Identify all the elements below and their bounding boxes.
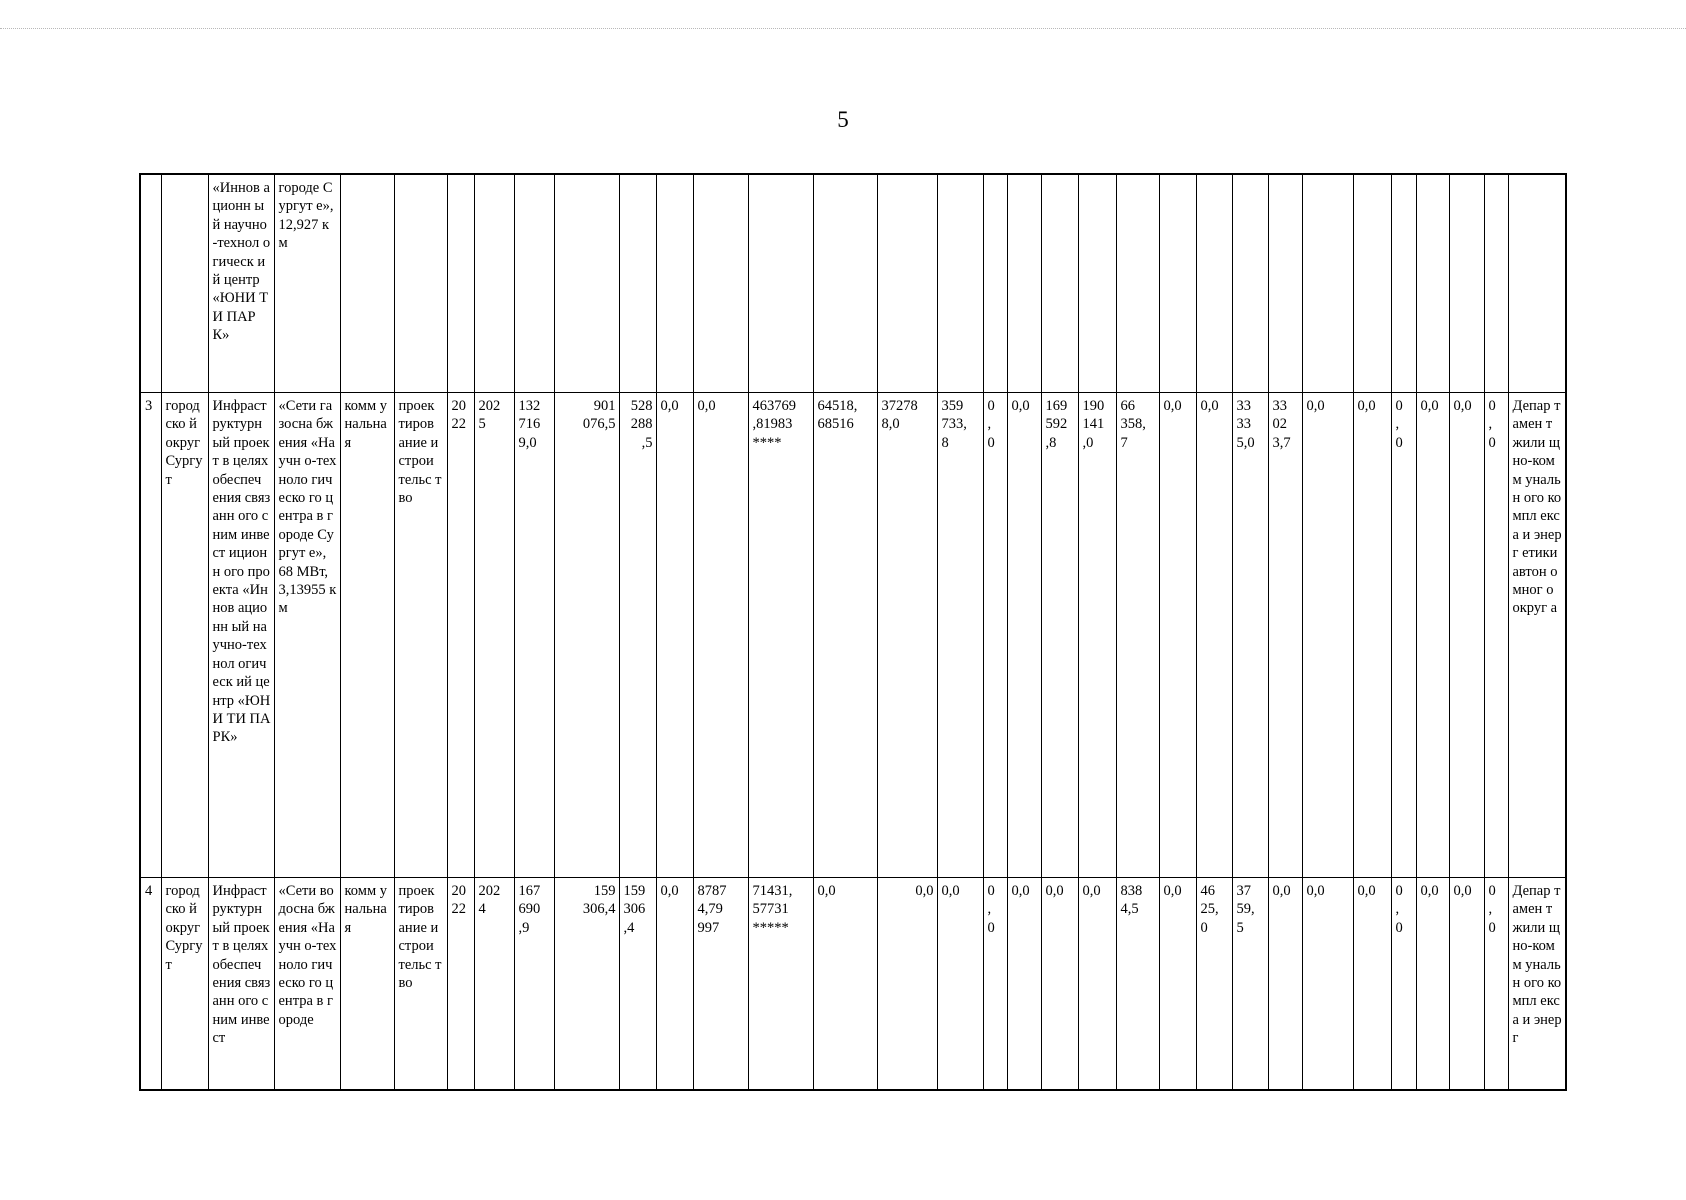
table-cell: 202 5	[474, 393, 514, 878]
table-cell: 20 22	[447, 878, 474, 1091]
table-cell: 0,0	[656, 393, 693, 878]
table-cell: 528 288 ,5	[619, 393, 656, 878]
table-cell	[394, 174, 447, 393]
table-cell: 33 02 3,7	[1268, 393, 1302, 878]
table-cell: комм унальная	[340, 393, 394, 878]
table-cell: 0,0	[877, 878, 937, 1091]
table-cell: 66 358, 7	[1116, 393, 1159, 878]
table-cell: 159 306 ,4	[619, 878, 656, 1091]
table-cell	[1484, 174, 1508, 393]
table-cell: 901 076,5	[554, 393, 619, 878]
table-cell	[1302, 174, 1353, 393]
table-cell	[1159, 174, 1196, 393]
table-cell	[1353, 174, 1391, 393]
table-cell	[983, 174, 1007, 393]
table-cell	[161, 174, 208, 393]
table-cell: 4	[140, 878, 161, 1091]
table-row	[140, 393, 1566, 878]
table-cell: 0,0	[1159, 393, 1196, 878]
table-cell: Инфраструктурный проект в целях обеспеч ения связанн ого с ним инвест	[208, 878, 274, 1091]
table-cell: 0,0	[1159, 878, 1196, 1091]
table-cell: 0,0	[1007, 393, 1041, 878]
table-cell: городско й округ Сургут	[161, 393, 208, 878]
table-cell: 202 4	[474, 878, 514, 1091]
table-cell: «Сети газосна бжения «Научн о-техноло гическо го центра в городе Сургут е», 68 МВт, 3,13955 км	[274, 393, 340, 878]
table-cell	[1268, 174, 1302, 393]
table-cell: Депар тамен т жили щно-комм унальн ого компл екса и энерг	[1508, 878, 1566, 1091]
table-cell: 0 , 0	[1484, 393, 1508, 878]
table-cell: 8787 4,79 997	[693, 878, 748, 1091]
table-cell	[554, 174, 619, 393]
table-cell: 159 306,4	[554, 878, 619, 1091]
table-cell: «Иннов ационн ый научно-технол огическ ий центр «ЮНИ ТИ ПАРК»	[208, 174, 274, 393]
table-cell	[474, 174, 514, 393]
table-cell: 132 716 9,0	[514, 393, 554, 878]
table-cell	[1232, 174, 1268, 393]
table-cell: 71431, 57731 *****	[748, 878, 813, 1091]
table-cell: 0 , 0	[1391, 393, 1416, 878]
table-cell: 37 59, 5	[1232, 878, 1268, 1091]
table-cell: 0 , 0	[1484, 878, 1508, 1091]
table-cell: 0 , 0	[983, 878, 1007, 1091]
table-cell: 838 4,5	[1116, 878, 1159, 1091]
table-cell: проек тиров ание и строи тельс тво	[394, 393, 447, 878]
table-cell: 0,0	[937, 878, 983, 1091]
table-cell: 46 25, 0	[1196, 878, 1232, 1091]
table-cell	[1449, 174, 1484, 393]
table-cell: 167 690 ,9	[514, 878, 554, 1091]
table-row-continuation	[140, 174, 1566, 393]
table-cell: 463769 ,81983 ****	[748, 393, 813, 878]
table-cell: 0,0	[1041, 878, 1078, 1091]
table-cell	[1041, 174, 1078, 393]
table-cell: проек тиров ание и строи тельс тво	[394, 878, 447, 1091]
table-cell	[447, 174, 474, 393]
table-cell	[937, 174, 983, 393]
table-cell	[340, 174, 394, 393]
table-cell	[748, 174, 813, 393]
table-cell	[1508, 174, 1566, 393]
table-cell: 0,0	[813, 878, 877, 1091]
table-cell	[1078, 174, 1116, 393]
table-cell	[1116, 174, 1159, 393]
table-cell	[140, 174, 161, 393]
table-cell: 0,0	[1416, 393, 1449, 878]
table-cell: 359 733, 8	[937, 393, 983, 878]
table-cell	[1007, 174, 1041, 393]
table-cell	[514, 174, 554, 393]
table-cell: 0,0	[656, 878, 693, 1091]
table-cell: 0,0	[693, 393, 748, 878]
table-cell: 0,0	[1268, 878, 1302, 1091]
table-cell: 190 141 ,0	[1078, 393, 1116, 878]
table-cell	[1391, 174, 1416, 393]
table-cell	[813, 174, 877, 393]
table-cell: 0,0	[1007, 878, 1041, 1091]
table-cell: 0,0	[1078, 878, 1116, 1091]
table-cell: 0 , 0	[1391, 878, 1416, 1091]
table-cell: 3	[140, 393, 161, 878]
table-cell: 33 33 5,0	[1232, 393, 1268, 878]
table-cell: 0,0	[1302, 878, 1353, 1091]
table-cell: 0,0	[1353, 393, 1391, 878]
table-cell: 0,0	[1449, 878, 1484, 1091]
page-number: 5	[837, 107, 849, 132]
table-cell: комм унальная	[340, 878, 394, 1091]
scan-edge-line	[0, 28, 1686, 29]
table-cell: городе Сургут е», 12,927 км	[274, 174, 340, 393]
table-cell: «Сети водосна бжения «Научн о-техноло гическо го центра в городе	[274, 878, 340, 1091]
table-cell	[656, 174, 693, 393]
table-cell: 169 592 ,8	[1041, 393, 1078, 878]
table-cell	[877, 174, 937, 393]
table-cell: Депар тамен т жили щно-комм унальн ого компл екса и энерг етики автон омног о округ а	[1508, 393, 1566, 878]
table-cell	[1196, 174, 1232, 393]
investment-projects-table	[139, 173, 1567, 1091]
table-cell	[693, 174, 748, 393]
table-cell: 64518, 68516	[813, 393, 877, 878]
table-row	[140, 878, 1566, 1091]
table-cell: 0 , 0	[983, 393, 1007, 878]
table-cell: 0,0	[1416, 878, 1449, 1091]
table-cell: 37278 8,0	[877, 393, 937, 878]
table-cell: 0,0	[1196, 393, 1232, 878]
table-cell: 0,0	[1302, 393, 1353, 878]
table-cell: 0,0	[1449, 393, 1484, 878]
table-cell: 20 22	[447, 393, 474, 878]
table-cell: Инфраструктурный проект в целях обеспеч ения связанн ого с ним инвест иционн ого проекта «Иннов ационн ый научно-технол огическ ий центр «ЮНИ ТИ ПАРК»	[208, 393, 274, 878]
table-cell	[1416, 174, 1449, 393]
table-cell	[619, 174, 656, 393]
table-cell: 0,0	[1353, 878, 1391, 1091]
table-cell: городско й округ Сургут	[161, 878, 208, 1091]
